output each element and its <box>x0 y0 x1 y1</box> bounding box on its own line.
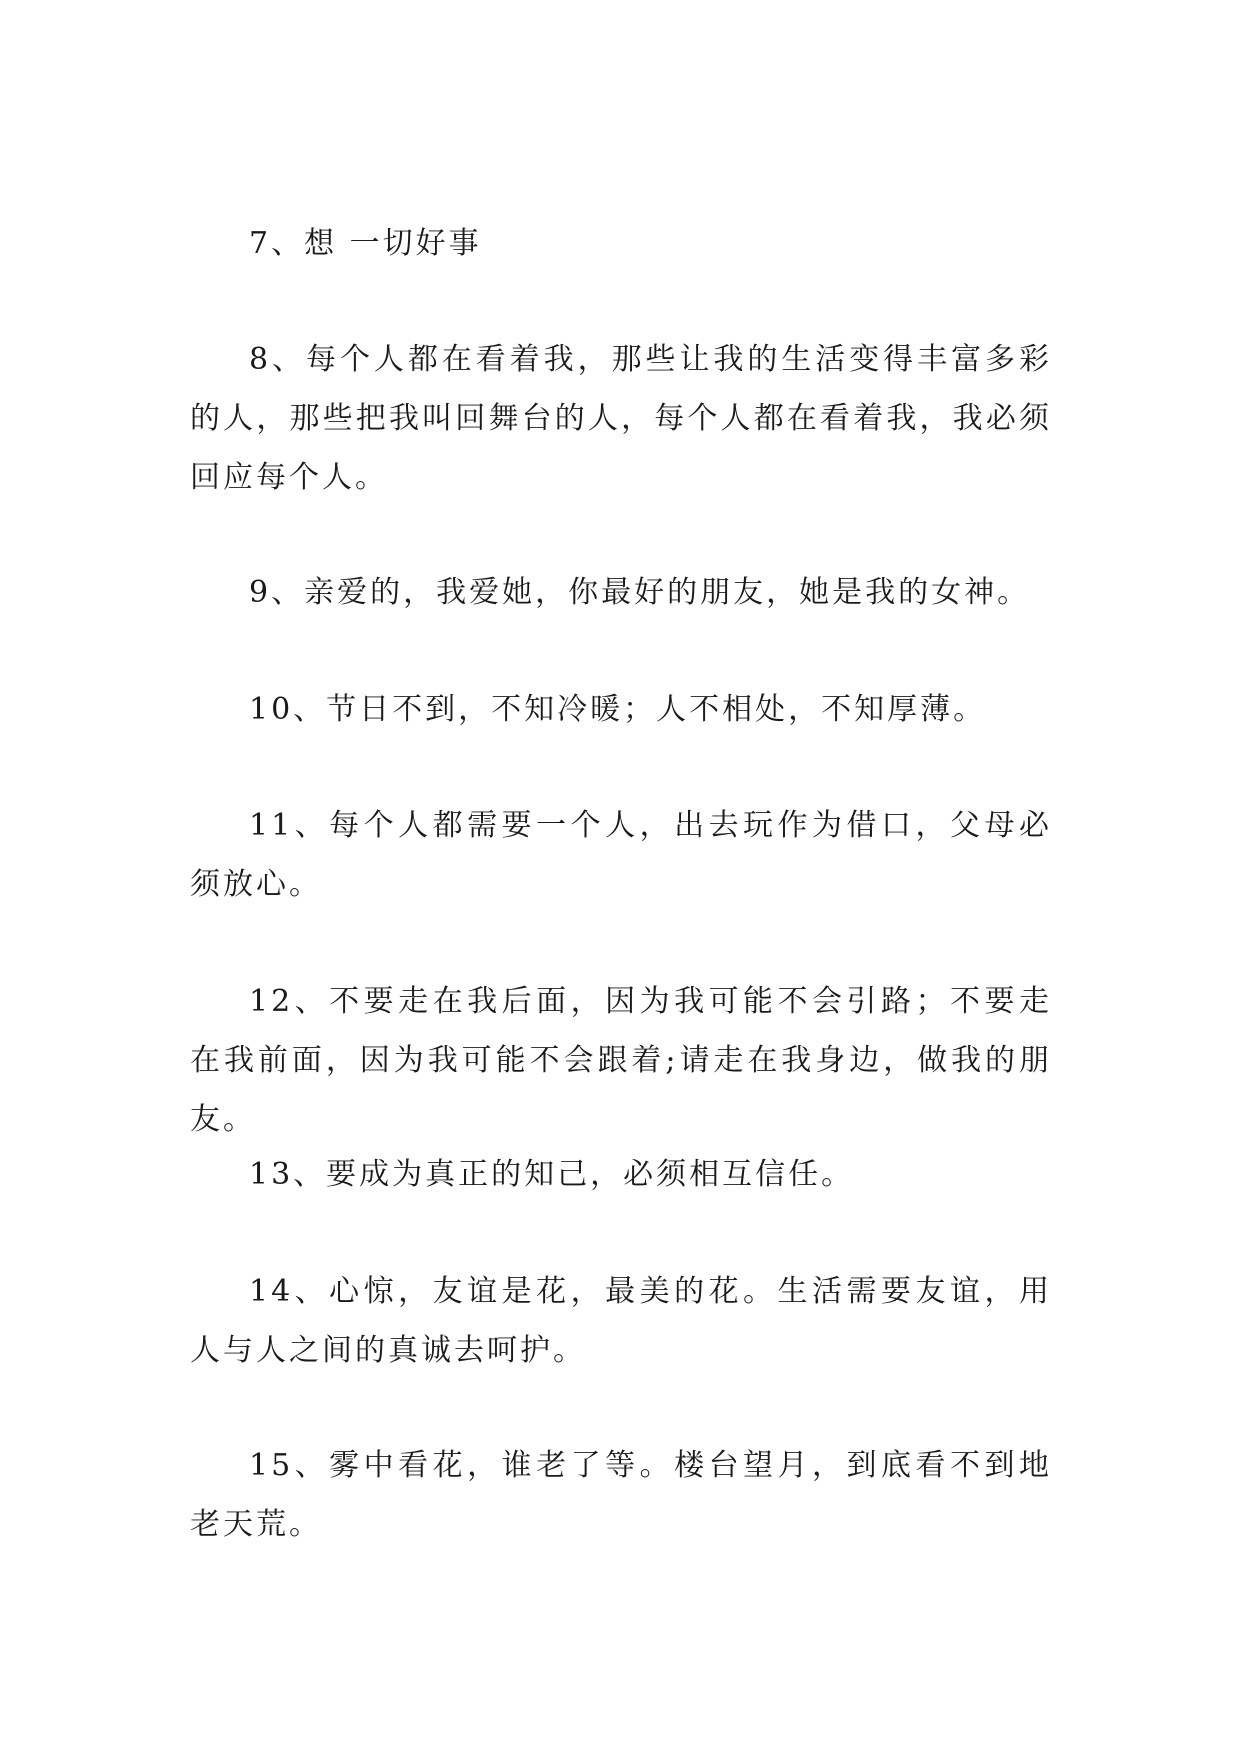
paragraph-item-7: 7、想 一切好事 <box>249 226 482 261</box>
paragraph-item-10: 10、节日不到，不知冷暖；人不相处，不知厚薄。 <box>249 692 987 727</box>
paragraph-item-9: 9、亲爱的，我爱她，你最好的朋友，她是我的女神。 <box>249 575 1031 610</box>
paragraph-item-11: 11、每个人都需要一个人，出去玩作为借口，父母必须放心。 <box>190 808 1052 902</box>
paragraph-item-15: 15、雾中看花，谁老了等。楼台望月，到底看不到地老天荒。 <box>190 1448 1052 1542</box>
paragraph-item-12: 12、不要走在我后面，因为我可能不会引路；不要走在我前面，因为我可能不会跟着;请走在我身边，做我的朋友。 <box>190 984 1052 1137</box>
paragraph-item-8: 8、每个人都在看着我，那些让我的生活变得丰富多彩的人，那些把我叫回舞台的人，每个人都在看着我，我必须回应每个人。 <box>190 342 1052 495</box>
paragraph-item-14: 14、心惊，友谊是花，最美的花。生活需要友谊，用人与人之间的真诚去呵护。 <box>190 1274 1052 1368</box>
paragraph-item-13: 13、要成为真正的知己，必须相互信任。 <box>249 1157 855 1192</box>
